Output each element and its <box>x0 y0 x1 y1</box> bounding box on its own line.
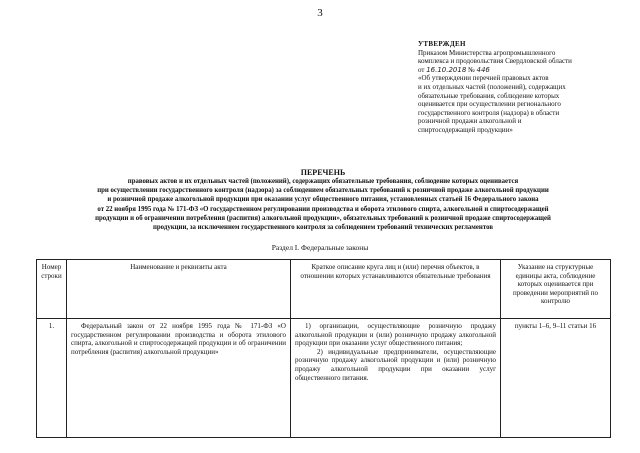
header-description: Краткое описание круга лиц и (или) перечня объектов, в отношении которых устанавливаются обязательные требования <box>291 260 501 319</box>
approval-line: розничной продажи алкогольной и <box>418 117 522 126</box>
heading-line: продукции и об ограничении потребления (распития) алкогольной продукции», обязательных требований к розничной продаже спиртосодержащей <box>95 214 551 222</box>
number-prefix: № <box>468 65 475 74</box>
row-description <box>291 319 501 438</box>
row-number: 1. <box>37 319 67 438</box>
row-reference: пункты 1–6, 9–11 статьи 16 <box>501 319 611 438</box>
approval-line: «Об утверждении перечней правовых актов <box>418 74 549 83</box>
approval-line: государственного контроля (надзора) в области <box>418 108 560 117</box>
approval-stamp-block <box>418 40 618 135</box>
header-number: Номер строки <box>37 260 67 319</box>
approval-line: Приказом Министерства агропромышленного <box>418 48 556 57</box>
approval-line: и их отдельных частей (положений), содержащих <box>418 82 566 91</box>
header-reference: Указание на структурные единицы акта, соблюдение которых оценивается при проведении мероприятий по контролю <box>501 260 611 319</box>
approval-line: оценивается при осуществлении регионального <box>418 100 561 109</box>
approval-date-line <box>418 66 618 75</box>
date-prefix: от <box>418 65 425 74</box>
description-item: 2) индивидуальные предприниматели, осуществляющие розничную продажу алкогольной продукции и (или) розничную продажу алкогольной продукции при оказании услуг общественного питания. <box>295 347 496 382</box>
approval-title: УТВЕРЖДЕН <box>418 40 466 48</box>
approval-line: обязательные требования, соблюдение которых <box>418 91 560 100</box>
heading-line: и розничной продаже алкогольной продукции при оказании услуг общественного питания, установленных статьей 16 Федерального закона <box>107 196 539 204</box>
heading-line: правовых актов и их отдельных частей (положений), содержащих обязательные требования, соблюдение которых оценивается <box>127 178 519 185</box>
approval-line: спиртосодержащей продукции» <box>418 125 513 134</box>
handwritten-number: 446 <box>476 65 490 74</box>
acts-table <box>36 259 611 438</box>
heading-line: от 22 ноября 1995 года № 171-ФЗ «О государственном регулировании производства и оборота этилового спирта, алкогольной и спиртосодержащей <box>97 205 549 213</box>
header-act-name: Наименование и реквизиты акта <box>67 260 291 319</box>
page-number: 3 <box>317 7 323 19</box>
table-header-row <box>37 260 611 319</box>
document-heading <box>30 168 616 232</box>
row-act-name: Федеральный закон от 22 ноября 1995 года № 171-ФЗ «О государственном регулировании производства и оборота этилового спирта, алкогольной и спиртосодержащей продукции и об ограничении потребления (распития) алкогольной продукции» <box>67 319 291 438</box>
section-title: Раздел I. Федеральные законы <box>271 243 369 252</box>
approval-line: комплекса и продовольствия Свердловской области <box>418 57 572 66</box>
heading-line: продукции, за исключением государственного контроля за соблюдением требований технических регламентов <box>152 224 493 232</box>
heading-line: при осуществлении государственного контроля (надзора) за соблюдением обязательных требований к розничной продаже алкогольной продукции <box>97 187 549 195</box>
description-item: 1) организации, осуществляющие розничную продажу алкогольной продукции и (или) розничную продажу алкогольной продукции при оказании услуг общественного питания; <box>295 322 496 348</box>
handwritten-date: 16.10.2018 <box>426 65 467 74</box>
table-row <box>37 319 611 438</box>
document-title: ПЕРЕЧЕНЬ <box>300 168 346 177</box>
